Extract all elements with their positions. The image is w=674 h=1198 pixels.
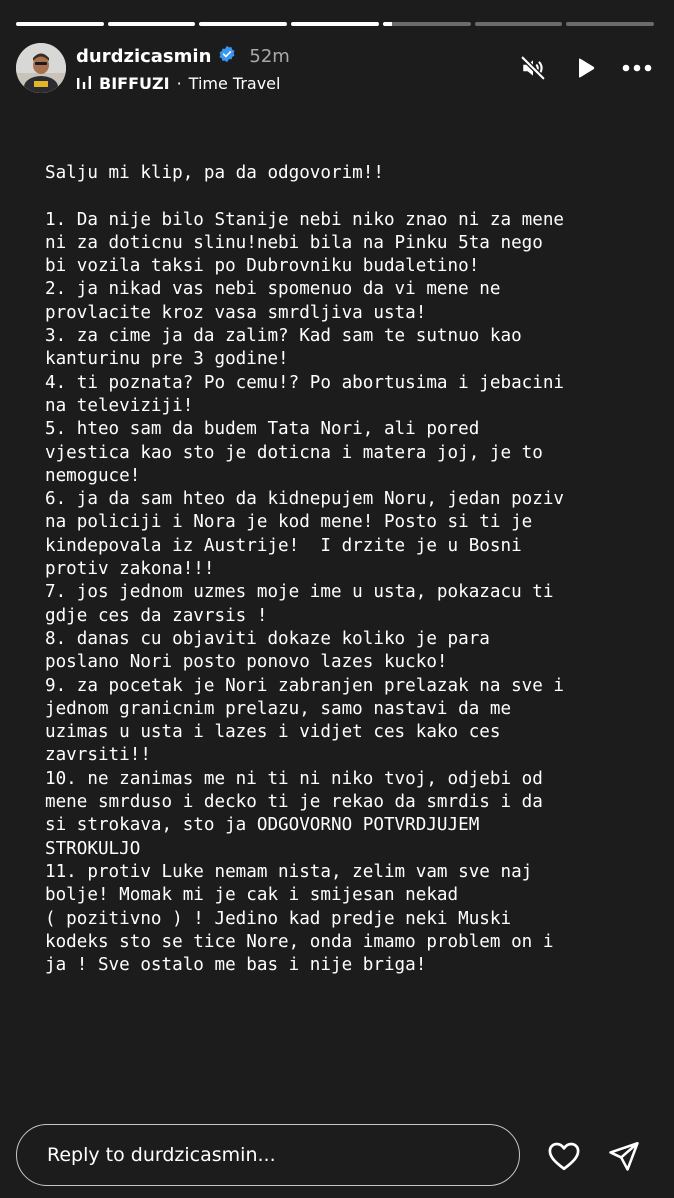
heart-icon[interactable]	[545, 1137, 583, 1175]
progress-segment	[475, 22, 563, 26]
more-icon[interactable]	[622, 53, 652, 83]
progress-segment	[108, 22, 196, 26]
play-icon[interactable]	[570, 53, 600, 83]
post-time: 52m	[249, 45, 290, 67]
reply-input[interactable]	[16, 1124, 520, 1186]
story-controls	[518, 53, 652, 83]
music-song: Time Travel	[188, 74, 281, 93]
progress-segment	[383, 22, 471, 26]
progress-segment	[199, 22, 287, 26]
send-icon[interactable]	[605, 1137, 643, 1175]
user-row	[76, 45, 290, 67]
music-separator: ·	[176, 74, 182, 93]
progress-segment-fill	[383, 22, 392, 26]
music-artist: BIFFUZI	[99, 74, 170, 93]
username[interactable]: durdzicasmin	[76, 45, 212, 67]
mute-icon[interactable]	[518, 53, 548, 83]
story-progress-bar	[16, 22, 654, 26]
progress-segment-fill	[199, 22, 287, 26]
progress-segment	[16, 22, 104, 26]
story-header	[16, 43, 658, 97]
reply-placeholder: Reply to durdzicasmin...	[47, 1144, 276, 1166]
music-info[interactable]	[76, 74, 280, 93]
progress-segment-fill	[108, 22, 196, 26]
progress-segment-fill	[16, 22, 104, 26]
avatar[interactable]	[16, 43, 66, 93]
verified-badge-icon	[218, 45, 236, 67]
progress-segment-fill	[291, 22, 379, 26]
music-bars-icon	[76, 74, 92, 93]
story-text: Salju mi klip, pa da odgovorim!! 1. Da nije bilo Stanije nebi niko znao ni za mene ni za doticnu slinu!nebi bila na Pinku 5ta nego bi vozila taksi po Dubrovniku budaletino! 2. ja nikad vas nebi spomenuo da vi mene ne provlacite kroz vasa smrdljiva usta! 3. za cime ja da zalim? Kad sam te sutnuo kao kanturinu pre 3 godine! 4. ti poznata? Po cemu!? Po abortusima i jebacini na televiziji! 5. hteo sam da budem Tata Nori, ali pored vjestica kao sto je doticna i matera joj, je to nemoguce! 6. ja da sam hteo da kidnepujem Noru, jedan poziv na policiji i Nora je kod mene! Posto si ti je kindepovala iz Austrije! I drzite je u Bosni protiv zakona!!! 7. jos jednom uzmes moje ime u usta, pokazacu ti gdje ces da zavrsis ! 8. danas cu objaviti dokaze koliko je para poslano Nori posto ponovo lazes kucko! 9. za pocetak je Nori zabranjen prelazak na sve i jednom granicnim prelazu, samo nastavi da me uzimas u usta i lazes i vidjet ces kako ces zavrsiti!! 10. ne zanimas me ni ti ni niko tvoj, odjebi od mene smrduso i decko ti je rekao da smrdis i da si strokava, sto ja ODGOVORNO POTVRDJUJEM STROKULJO 11. protiv Luke nemam nista, zelim vam sve naj bolje! Momak mi je cak i smijesan nekad ( pozitivno ) ! Jedino kad predje neki Muski kodeks sto se tice Nore, onda imamo problem on i ja ! Sve ostalo me bas i nije briga!	[45, 163, 565, 976]
progress-segment	[566, 22, 654, 26]
progress-segment	[291, 22, 379, 26]
